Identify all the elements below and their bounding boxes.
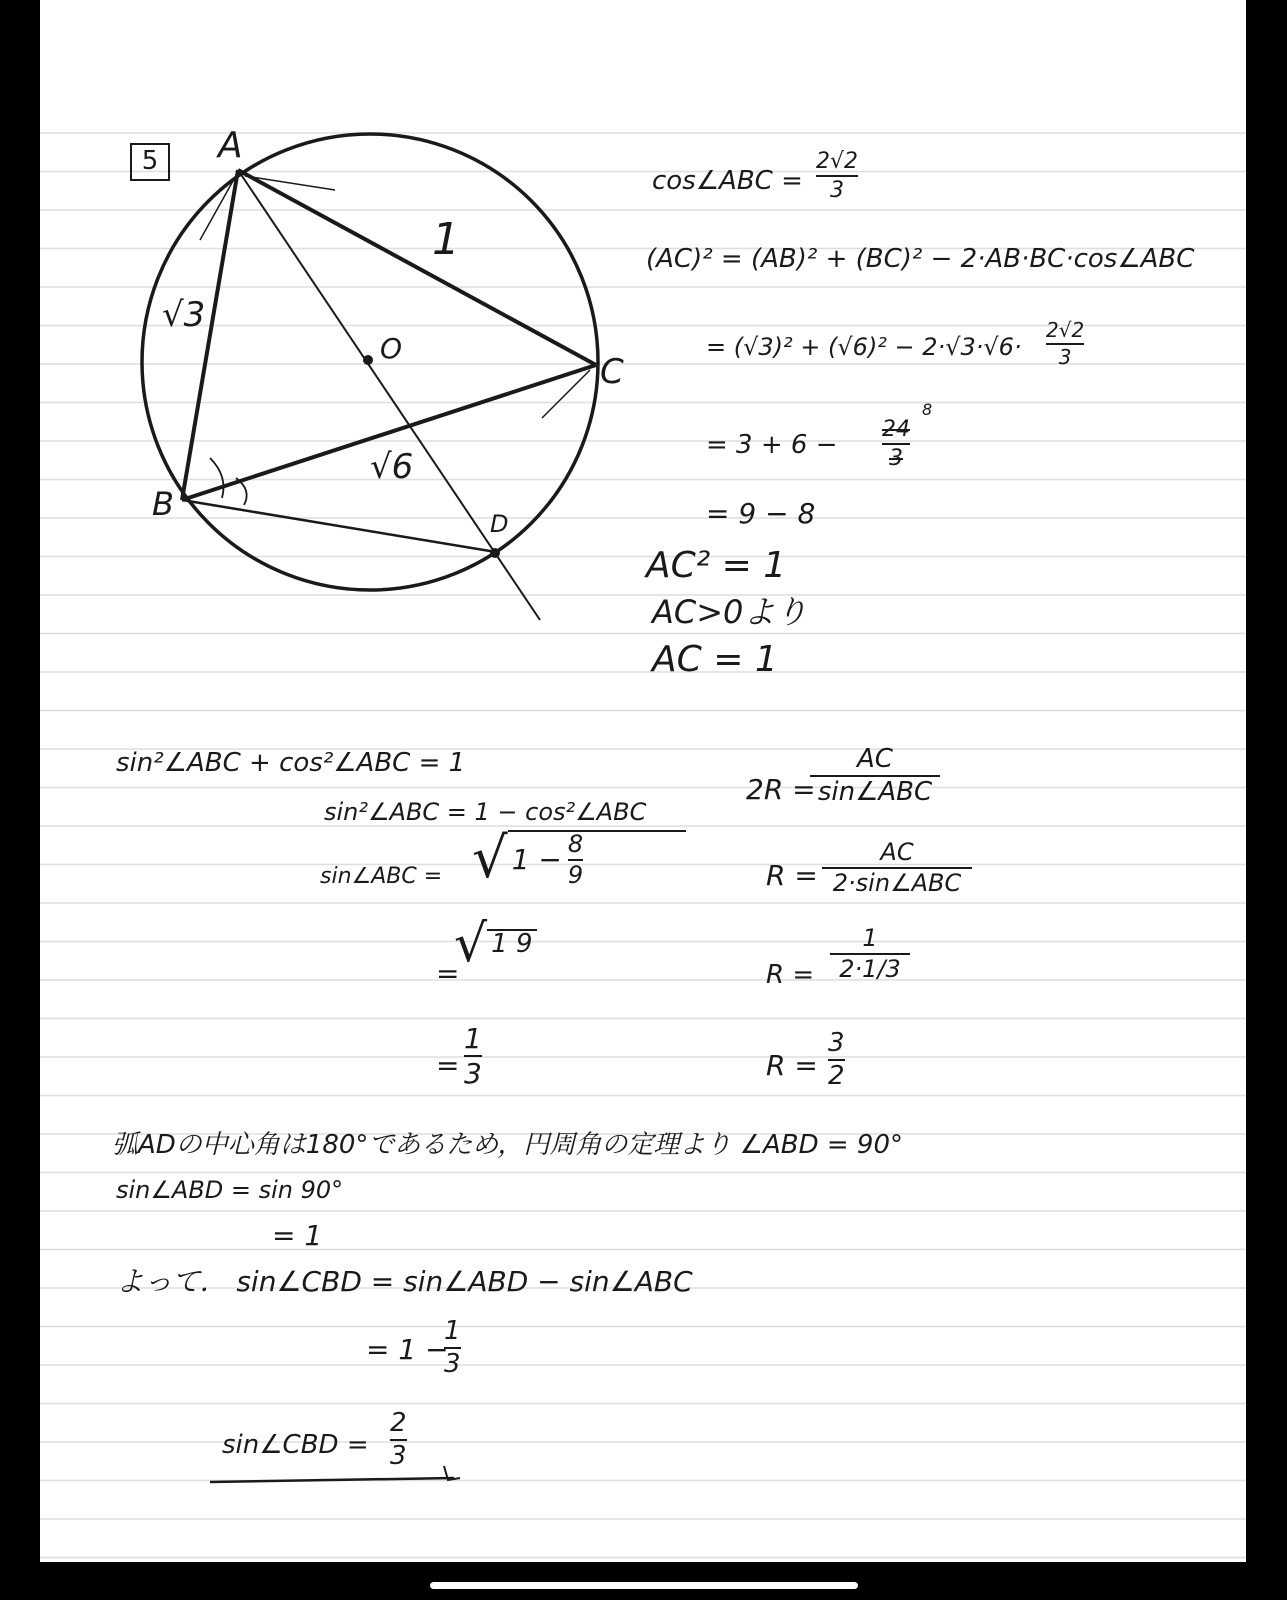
problem-number: 5 — [130, 143, 170, 181]
sine-eq3-prefix: = — [436, 1049, 460, 1082]
step3-fraction — [882, 418, 910, 470]
sine-rule-l2-fraction — [822, 840, 972, 896]
sin-abd-line: sin∠ABD = sin 90° — [116, 1176, 344, 1204]
eq2-den: 9 — [515, 929, 533, 960]
fraction-bar — [882, 443, 910, 445]
l1-den: sin∠ABC — [817, 777, 933, 808]
eq3-num: 1 — [464, 1022, 482, 1055]
center-label-o: O — [380, 332, 403, 365]
eq2-fraction — [487, 929, 536, 958]
sine-rule-l1-fraction — [810, 746, 940, 807]
step3-den: 3 — [889, 446, 903, 472]
side-label-ac: 1 — [432, 214, 460, 265]
eq2-num: 1 — [491, 929, 508, 960]
sine-sqrt-expression — [472, 826, 686, 892]
final-num: 2 — [390, 1408, 407, 1438]
sine-sqrt-lhs: sin∠ABC = — [320, 864, 443, 889]
sqrt-sign: √ — [454, 914, 488, 974]
given-cos: cos∠ABC = — [652, 166, 803, 196]
step3-cancel-note: 8 — [922, 400, 933, 419]
sqrt-num: 8 — [567, 830, 584, 858]
home-indicator[interactable] — [430, 1582, 858, 1589]
sine-rule-l3-fraction — [830, 926, 910, 982]
sin-abd-value: = 1 — [272, 1219, 323, 1252]
l4-den: 2 — [828, 1061, 845, 1092]
point-d — [490, 548, 500, 558]
side-ac — [238, 170, 596, 365]
final-answer-lhs: sin∠CBD = — [222, 1430, 369, 1460]
sqrt-sign: √ — [472, 826, 508, 892]
l2-num: AC — [880, 838, 914, 866]
sine-eq2-sqrt — [454, 914, 537, 974]
cosine-step4: = 9 − 8 — [706, 497, 816, 530]
cosine-formula: (AC)² = (AB)² + (BC)² − 2·AB·BC·cos∠ABC — [646, 244, 1195, 274]
pythagorean-identity: sin²∠ABC + cos²∠ABC = 1 — [116, 748, 466, 778]
cosine-step3: = 3 + 6 − — [706, 430, 838, 460]
step-den: 3 — [444, 1349, 461, 1380]
eq3-den: 3 — [464, 1057, 482, 1091]
l2-den: 2·sin∠ABC — [832, 869, 962, 898]
tick-c — [542, 370, 590, 418]
substitution-num: 2√2 — [1046, 318, 1085, 342]
sin-cbd-step-fraction — [444, 1318, 461, 1379]
substitution-fraction — [1046, 320, 1084, 368]
vertex-label-c: C — [600, 352, 624, 392]
sine-rearranged: sin²∠ABC = 1 − cos²∠ABC — [324, 798, 647, 826]
l3-den: 2·1/3 — [839, 955, 901, 984]
given-cos-num: 2√2 — [816, 149, 859, 174]
vertex-label-a: A — [218, 125, 243, 166]
given-cos-fraction — [816, 150, 858, 202]
side-label-bc: √6 — [370, 447, 414, 487]
eq3-fraction — [464, 1024, 482, 1089]
sqrt-radicand — [508, 830, 686, 888]
step3-num: 24 — [882, 417, 910, 442]
side-label-ab: √3 — [162, 295, 206, 335]
sine-rule-l1-lhs: 2R = — [746, 773, 816, 806]
ac-result: AC = 1 — [652, 639, 778, 680]
vertex-label-b: B — [152, 485, 174, 523]
substitution-den: 3 — [1058, 345, 1072, 369]
final-answer-underline — [208, 1460, 468, 1490]
center-point — [363, 355, 373, 365]
vertex-label-d: D — [490, 510, 509, 538]
ac-squared-result: AC² = 1 — [646, 545, 787, 586]
l3-num: 1 — [862, 924, 878, 952]
circle-figure — [40, 0, 660, 640]
sine-rule-l4-lhs: R = — [766, 1049, 818, 1082]
sine-rule-l3-lhs: R = — [766, 960, 815, 990]
sine-eq2-prefix: = — [436, 957, 460, 990]
sine-rule-l2-lhs: R = — [766, 859, 818, 892]
sqrt-one: 1 − — [511, 843, 562, 877]
given-cos-den: 3 — [830, 178, 844, 204]
arc-ad-statement: 弧ADの中心角は180°であるため，円周角の定理より ∠ABD = 90° — [112, 1130, 904, 1160]
notebook-page — [40, 0, 1246, 1562]
l1-num: AC — [857, 744, 893, 774]
ac-positive-note: AC>0より — [652, 593, 808, 631]
fraction-bar — [816, 175, 858, 177]
sqrt-fraction — [568, 832, 583, 888]
sqrt-den: 9 — [567, 861, 584, 890]
step-num: 1 — [444, 1316, 461, 1346]
sin-cbd-step-prefix: = 1 − — [366, 1333, 449, 1366]
chord-bd — [182, 500, 496, 552]
l4-num: 3 — [828, 1028, 845, 1058]
sine-rule-l4-fraction — [828, 1030, 845, 1091]
sin-cbd-formula: よって． sin∠CBD = sin∠ABD − sin∠ABC — [116, 1265, 693, 1298]
final-den: 3 — [390, 1441, 407, 1472]
cosine-substitution: = (√3)² + (√6)² − 2·√3·√6· — [706, 333, 1022, 361]
